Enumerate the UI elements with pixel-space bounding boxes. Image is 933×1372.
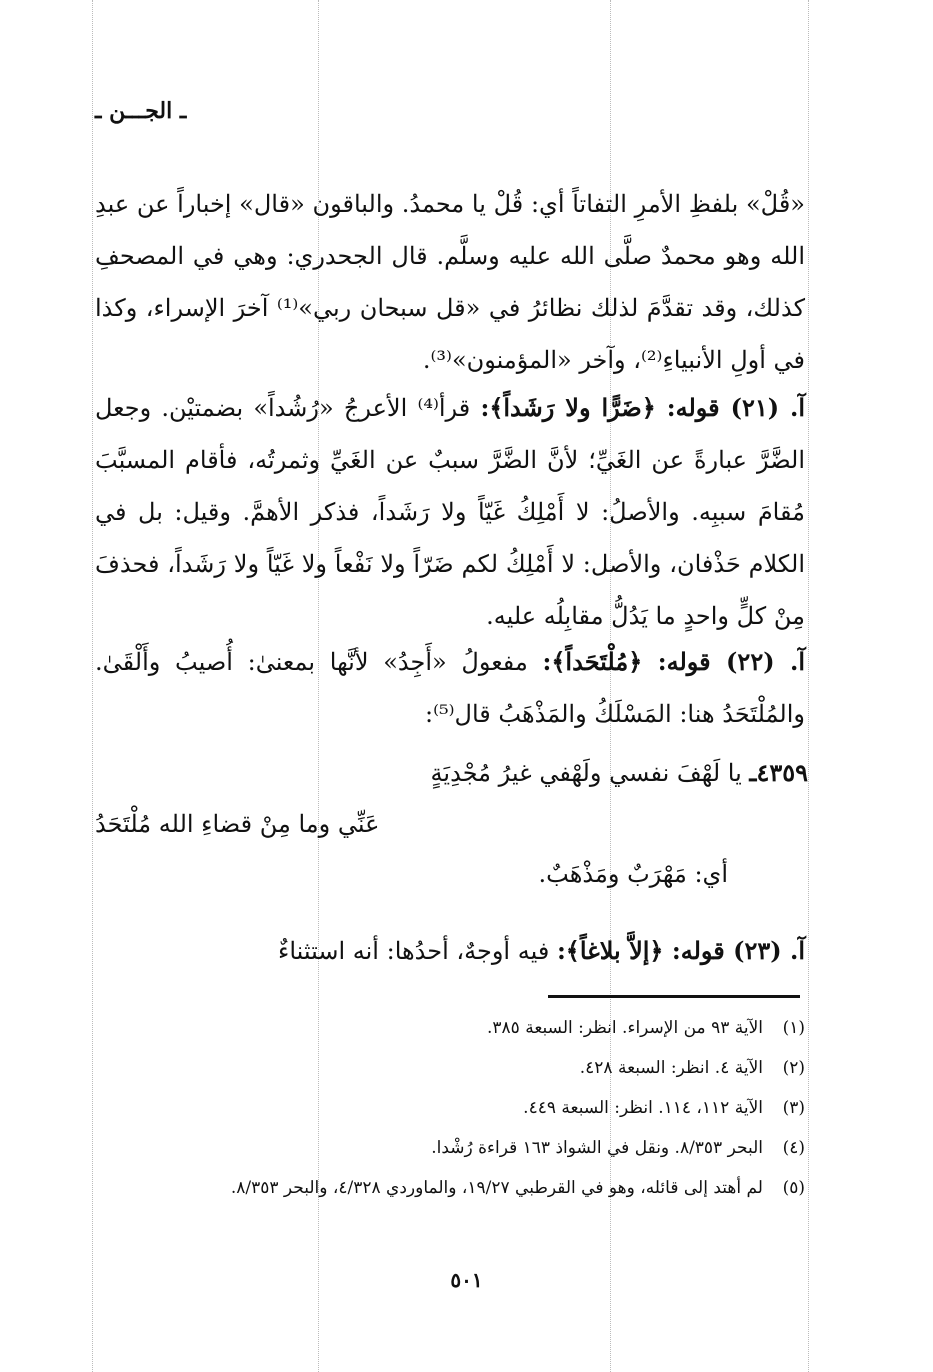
poetry-line-1-text: يا لَهْفَ نفسي ولَهْفي غيرُ مُجْدِيَةٍ: [430, 759, 750, 787]
poetry-line-1: [431, 758, 808, 787]
footnote-1: [95, 1008, 805, 1048]
footnote-text: الآية ٤. انظر: السبعة ٤٢٨.: [579, 1058, 763, 1078]
paragraph-verse-21-text: قرأ⁽⁴⁾ الأعرجُ «رُشُداً» بضمتيْن. وجعل الضَّرَّ عبارةً عن الغَيِّ؛ لأنَّ الضَّرَّ سببٌ عن الغَيِّ وثمرتُه، فأقام المسبَّبَ مُقامَ سببِه. والأصلُ: لا أَمْلِكُ غَيّاً ولا رَشَداً، فذكر الأهمَّ. وقيل: بل في الكلام حَذْفان، والأصل: لا أَمْلِكُ لكم ضَرّاً ولا نَفْعاً ولا غَيّاً ولا رَشَداً، فحذفَ مِنْ كلٍّ واحدٍ ما يَدُلُّ مقابِلُه عليه.: [95, 394, 805, 630]
footnote-text: البحر ٨/٣٥٣. ونقل في الشواذ ١٦٣ قراءة رُشْدا.: [431, 1138, 763, 1158]
verse-heading-21: آ. (٢١) قوله: ﴿ضَرًّا ولا رَشَداً﴾:: [480, 393, 806, 422]
gloss-line: أي: مَهْرَبٌ ومَذْهَبٌ.: [538, 860, 728, 888]
footnote-number: (١): [782, 1018, 805, 1038]
paragraph-verse-21: [95, 382, 805, 642]
footnote-2: [95, 1048, 805, 1088]
footnote-number: (٤): [782, 1138, 805, 1158]
footnote-4: [95, 1128, 805, 1168]
verse-heading-23: آ. (٢٣) قوله: ﴿إلاَّ بلاغاً﴾:: [556, 936, 805, 965]
footnote-text: الآية ٩٣ من الإسراء. انظر: السبعة ٣٨٥.: [487, 1018, 763, 1038]
scan-guide-line: [808, 0, 809, 1372]
footnote-number: (٥): [782, 1178, 805, 1198]
footnote-text: لم أهتد إلى قائله، وهو في القرطبي ١٩/٢٧، والماوردي ٤/٣٢٨، والبحر ٨/٣٥٣.: [230, 1178, 763, 1198]
paragraph-verse-23-text: فيه أوجهٌ، أحدُها: أنه استثناءٌ: [278, 937, 557, 965]
paragraph-verse-22-text: مفعولُ «أَجِدُ» لأنَّها بمعنىٰ: أُصيبُ وأَلْقَىٰ. والمُلْتَحَدُ هنا: المَسْلَكُ والمَذْهَبُ قال⁽⁵⁾:: [95, 648, 805, 728]
paragraph-verse-23: [95, 925, 805, 977]
footnotes: [95, 1008, 805, 1208]
paragraph-verse-22: [95, 636, 805, 740]
poetry-line-2: عَنِّي وما مِنْ قضاءِ الله مُلْتَحَدُ: [95, 810, 380, 838]
paragraph-1: «قُلْ» بلفظِ الأمرِ التفاتاً أي: قُلْ يا محمدُ. والباقون «قال» إخباراً عن عبدِ الله وهو محمدٌ صلَّى الله عليه وسلَّم. قال الجحدري: وهي في المصحفِ كذلك، وقد تقدَّمَ لذلك نظائرُ في «قل سبحان ربي»⁽¹⁾ آخرَ الإسراء، وكذا في أولِ الأنبياءِ⁽²⁾، وآخر «المؤمنون»⁽³⁾.: [95, 190, 805, 374]
running-head: ـ الجـــن ـ: [95, 98, 187, 124]
footnote-text: الآية ١١٢، ١١٤. انظر: السبعة ٤٤٩.: [523, 1098, 763, 1118]
footnote-separator: [548, 995, 800, 998]
page-number: ٥٠١: [450, 1268, 483, 1292]
scan-guide-line: [92, 0, 93, 1372]
verse-heading-22: آ. (٢٢) قوله: ﴿مُلْتَحَداً﴾:: [542, 647, 806, 676]
footnote-3: [95, 1088, 805, 1128]
footnote-5: [95, 1168, 805, 1208]
footnote-number: (٣): [782, 1098, 805, 1118]
footnote-number: (٢): [782, 1058, 805, 1078]
poetry-number: ٤٣٥٩ـ: [749, 758, 808, 787]
